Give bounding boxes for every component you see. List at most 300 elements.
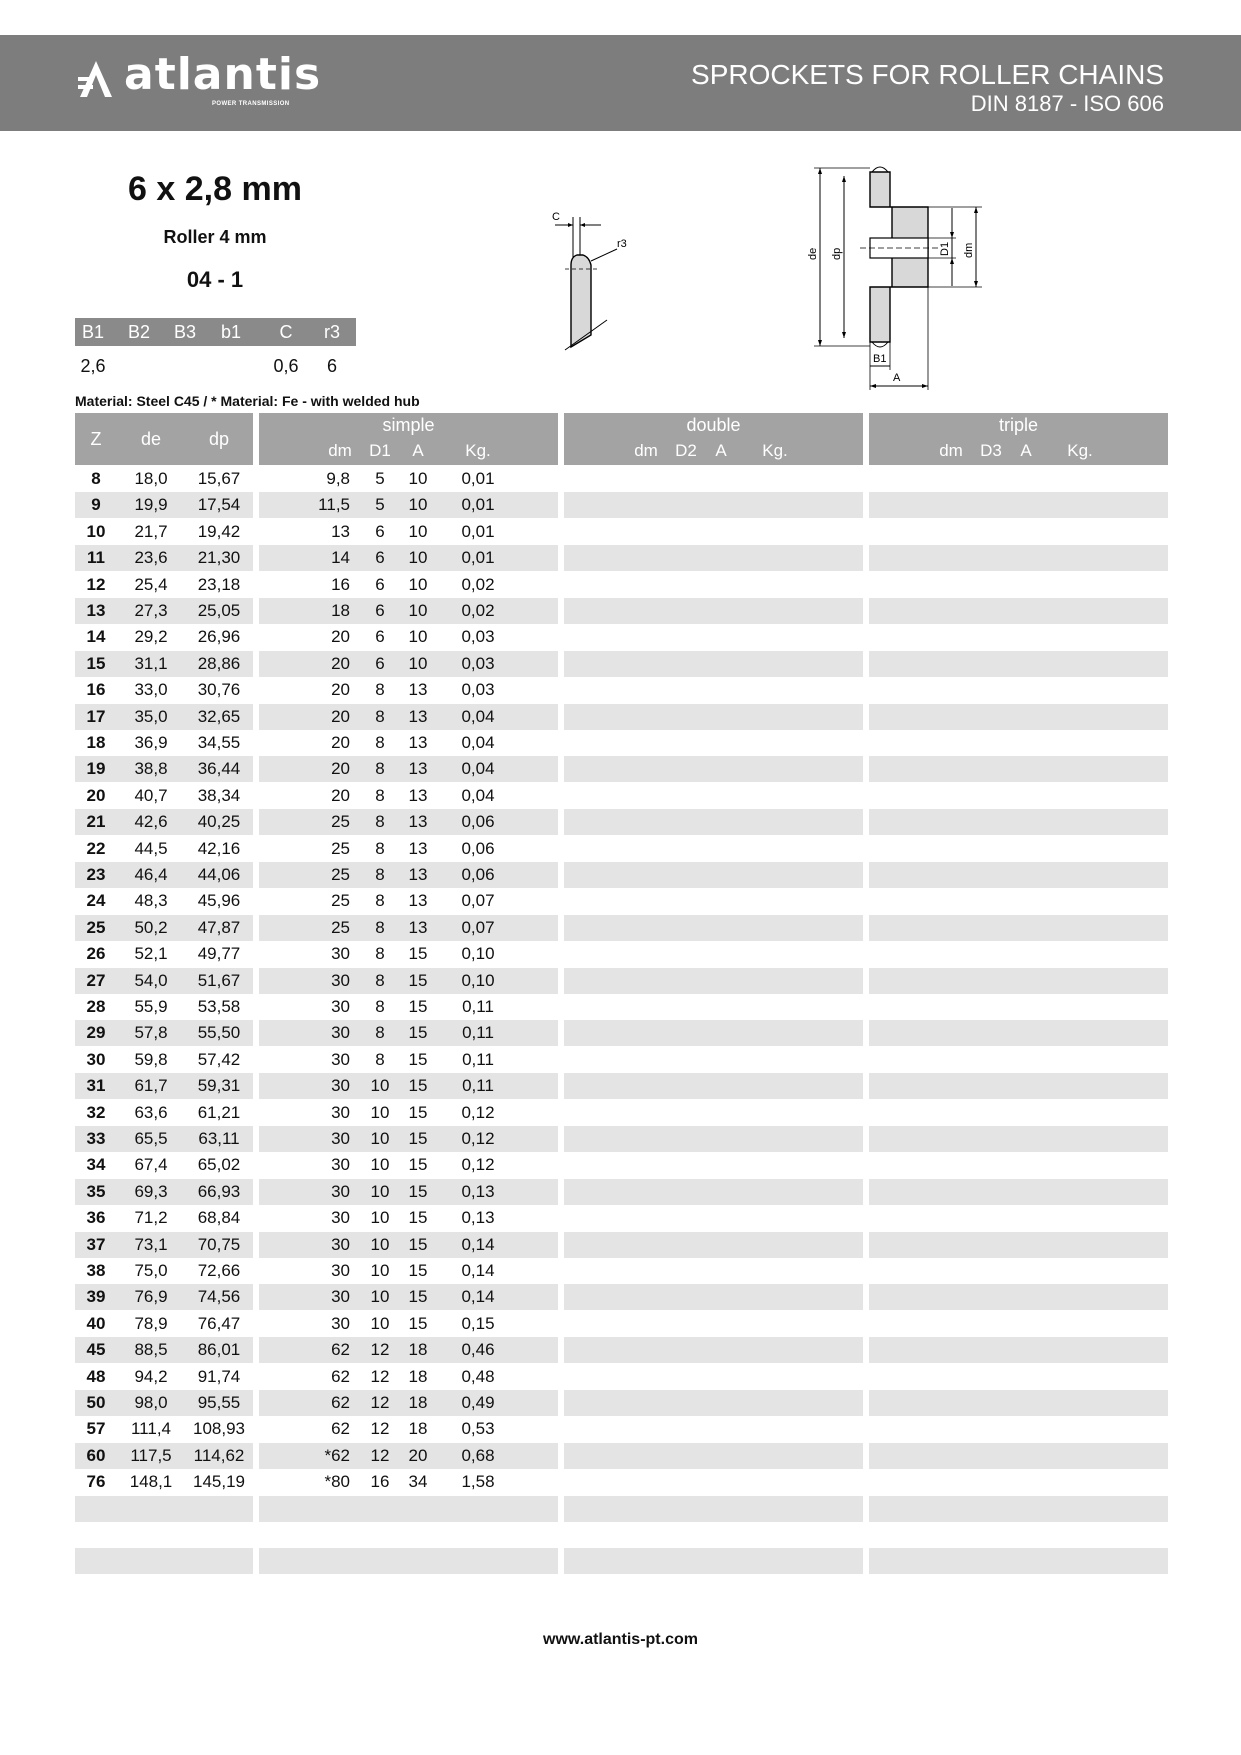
cell-a: 15	[408, 1261, 428, 1280]
cell-z: 36	[86, 1208, 106, 1228]
row-stripe	[564, 1443, 863, 1469]
cell-a: 10	[408, 574, 428, 594]
cell-kg: 0,07	[461, 891, 495, 911]
cell-a: 15	[408, 1129, 428, 1148]
table-row	[0, 1548, 1241, 1574]
cell-dp: 44,06	[197, 865, 241, 884]
cell-dp: 86,01	[197, 1340, 241, 1360]
cell-z: 37	[86, 1234, 106, 1254]
dims-header-c: C	[279, 322, 293, 342]
row-stripe	[869, 1390, 1168, 1416]
table-row	[0, 519, 1241, 545]
cell-dm: 30	[331, 1287, 350, 1307]
row-stripe	[564, 1073, 863, 1099]
cell-kg: 0,03	[461, 653, 495, 673]
table-row	[0, 1258, 1241, 1284]
cell-kg: 0,01	[461, 495, 495, 515]
cell-kg: 1,58	[461, 1472, 495, 1492]
cell-a: 10	[408, 653, 428, 673]
cell-z: 34	[86, 1155, 106, 1175]
cell-a: 13	[408, 891, 428, 911]
cell-z: 17	[86, 706, 106, 726]
table-row	[0, 1205, 1241, 1231]
col-header-triple-d3: D3	[980, 441, 1002, 460]
cell-dp: 21,30	[197, 548, 241, 568]
cell-dm: 25	[331, 812, 350, 832]
cell-de: 52,1	[134, 944, 168, 964]
col-header-simple-a: A	[412, 441, 424, 460]
cell-d1: 6	[375, 574, 385, 594]
row-stripe	[564, 1337, 863, 1363]
cell-dm: 20	[331, 680, 350, 700]
cell-a: 13	[408, 680, 428, 700]
cell-z: 22	[86, 838, 106, 858]
cell-a: 15	[408, 1208, 428, 1228]
col-header-simple-d1: D1	[369, 441, 391, 460]
cell-dm: 20	[331, 759, 350, 779]
cell-a: 15	[408, 1181, 428, 1201]
row-stripe	[564, 1232, 863, 1258]
cell-z: 14	[86, 627, 106, 647]
dims-header-r3: r3	[323, 322, 340, 342]
cell-de: 73,1	[134, 1234, 168, 1254]
cell-kg: 0,14	[461, 1261, 495, 1280]
table-row	[0, 1073, 1241, 1099]
cell-dp: 59,31	[197, 1076, 241, 1096]
cell-kg: 0,04	[461, 785, 495, 805]
cell-kg: 0,11	[462, 1049, 494, 1069]
cell-de: 54,0	[134, 970, 168, 990]
table-row	[0, 545, 1241, 571]
cell-z: 10	[86, 521, 106, 541]
table-header-z-de-dp	[75, 413, 253, 465]
table-row	[0, 1020, 1241, 1046]
cell-de: 33,0	[134, 680, 168, 700]
brand-tagline: POWER TRANSMISSION	[212, 101, 290, 107]
cell-a: 13	[408, 733, 428, 752]
row-stripe	[869, 968, 1168, 994]
cell-d1: 6	[375, 521, 385, 541]
table-row	[0, 677, 1241, 703]
cell-dp: 38,34	[197, 785, 241, 805]
row-stripe	[869, 1020, 1168, 1046]
chain-code: 04 - 1	[186, 267, 244, 292]
row-stripe	[869, 756, 1168, 782]
table-row	[0, 624, 1241, 650]
cell-z: 18	[86, 733, 106, 752]
row-stripe	[564, 492, 863, 518]
row-stripe	[869, 1496, 1168, 1522]
cell-de: 25,4	[134, 574, 168, 594]
cell-a: 15	[408, 1234, 428, 1254]
row-stripe	[75, 1548, 253, 1574]
row-stripe	[869, 704, 1168, 730]
cell-dm: 62	[331, 1419, 350, 1439]
cell-z: 19	[86, 759, 106, 779]
cell-d1: 16	[370, 1472, 390, 1492]
cell-dm: 30	[331, 997, 350, 1016]
row-stripe	[869, 915, 1168, 941]
cell-d1: 12	[370, 1340, 390, 1360]
row-stripe	[564, 651, 863, 677]
cell-kg: 0,13	[461, 1208, 495, 1228]
cell-de: 44,5	[134, 838, 168, 858]
cell-de: 57,8	[134, 1023, 168, 1043]
cell-dm: 62	[331, 1393, 350, 1412]
cell-a: 15	[408, 970, 428, 990]
cell-dp: 66,93	[197, 1181, 241, 1201]
cell-kg: 0,11	[462, 1076, 494, 1096]
cell-dm: *62	[324, 1445, 350, 1465]
cell-de: 27,3	[134, 601, 168, 620]
cell-dm: 30	[331, 1049, 350, 1069]
cell-a: 13	[408, 838, 428, 858]
dims-header-b2: B2	[127, 322, 151, 342]
cell-dm: 62	[331, 1366, 350, 1386]
cell-d1: 8	[375, 706, 385, 726]
cell-de: 40,7	[134, 785, 168, 805]
cell-dp: 15,67	[197, 469, 241, 488]
cell-dm: 30	[331, 1208, 350, 1228]
cell-dm: 30	[331, 944, 350, 964]
cell-a: 15	[408, 1287, 428, 1307]
cell-dp: 95,55	[197, 1393, 241, 1412]
cell-d1: 8	[375, 917, 385, 937]
cell-dm: 30	[331, 1076, 350, 1096]
row-stripe	[75, 1496, 253, 1522]
cell-dm: 20	[331, 627, 350, 647]
cell-dp: 23,18	[197, 574, 241, 594]
cell-dm: 11,5	[318, 495, 350, 515]
cell-dp: 45,96	[197, 891, 241, 911]
cell-d1: 5	[375, 469, 385, 488]
dims-header	[75, 318, 356, 346]
cell-kg: 0,11	[462, 1023, 494, 1043]
cell-d1: 5	[375, 495, 385, 515]
cell-d1: 10	[370, 1102, 390, 1122]
cell-kg: 0,49	[461, 1393, 495, 1412]
drawing-label-c: C	[552, 211, 560, 223]
page-title: SPROCKETS FOR ROLLER CHAINS	[691, 59, 1164, 90]
cell-de: 19,9	[134, 495, 168, 515]
drawing-label-d1: D1	[939, 241, 951, 256]
table-row	[0, 1469, 1241, 1495]
group-header-triple: triple	[998, 415, 1038, 435]
table-row	[0, 1152, 1241, 1178]
col-header-double-kg: Kg.	[762, 441, 788, 460]
cell-z: 38	[86, 1261, 106, 1280]
cell-dm: 25	[331, 838, 350, 858]
cell-z: 12	[86, 574, 106, 594]
cell-de: 35,0	[134, 706, 168, 726]
cell-d1: 6	[375, 601, 385, 620]
cell-kg: 0,01	[461, 521, 495, 541]
row-stripe	[564, 1284, 863, 1310]
cell-de: 75,0	[134, 1261, 168, 1280]
cell-dm: 30	[331, 1313, 350, 1333]
cell-d1: 10	[370, 1313, 390, 1333]
cell-de: 88,5	[134, 1340, 168, 1360]
cell-z: 15	[86, 653, 106, 673]
cell-z: 13	[86, 601, 106, 620]
cell-dp: 55,50	[197, 1023, 241, 1043]
cell-kg: 0,02	[461, 574, 495, 594]
cell-dp: 49,77	[197, 944, 241, 964]
row-stripe	[564, 1496, 863, 1522]
cell-dm: 30	[331, 1261, 350, 1280]
cell-de: 76,9	[134, 1287, 168, 1307]
cell-kg: 0,04	[461, 706, 495, 726]
row-stripe	[869, 651, 1168, 677]
cell-z: 39	[86, 1287, 106, 1307]
cell-a: 15	[408, 1049, 428, 1069]
row-stripe	[564, 968, 863, 994]
col-header-double-a: A	[715, 441, 727, 460]
cell-z: 48	[86, 1366, 106, 1386]
cell-dp: 53,58	[197, 997, 241, 1016]
roller-size: Roller 4 mm	[163, 227, 267, 247]
table-row	[0, 1179, 1241, 1205]
cell-a: 13	[408, 812, 428, 832]
row-stripe	[869, 862, 1168, 888]
table-row	[0, 783, 1241, 809]
cell-de: 55,9	[134, 997, 168, 1016]
cell-dp: 145,19	[193, 1472, 245, 1492]
cell-z: 8	[91, 469, 101, 488]
cell-dp: 72,66	[197, 1261, 241, 1280]
cell-z: 26	[86, 944, 106, 964]
cell-d1: 8	[375, 838, 385, 858]
group-header-simple: simple	[382, 415, 435, 435]
cell-a: 15	[408, 1155, 428, 1175]
row-stripe	[869, 809, 1168, 835]
cell-dm: 20	[331, 733, 350, 752]
cell-d1: 8	[375, 1023, 385, 1043]
cell-dm: 30	[331, 970, 350, 990]
row-stripe	[564, 809, 863, 835]
cell-de: 98,0	[134, 1393, 168, 1412]
cell-kg: 0,53	[461, 1419, 495, 1439]
product-size: 6 x 2,8 mm	[128, 170, 302, 208]
cell-kg: 0,14	[461, 1287, 495, 1307]
cell-a: 10	[408, 627, 428, 647]
row-stripe	[869, 1179, 1168, 1205]
cell-de: 61,7	[134, 1076, 168, 1096]
table-row	[0, 1100, 1241, 1126]
atlantis-logo-icon	[76, 59, 116, 99]
table-row	[0, 1126, 1241, 1152]
cell-a: 18	[408, 1393, 428, 1412]
cell-dp: 25,05	[197, 601, 241, 620]
cell-dp: 36,44	[197, 759, 241, 779]
row-stripe	[564, 1179, 863, 1205]
cell-d1: 8	[375, 865, 385, 884]
cell-de: 71,2	[134, 1208, 168, 1228]
cell-kg: 0,12	[461, 1155, 495, 1175]
col-header-triple-a: A	[1020, 441, 1032, 460]
table-header-double	[564, 413, 863, 465]
brand-name: atlantis	[124, 49, 322, 100]
cell-dm: 30	[331, 1181, 350, 1201]
material-note: Material: Steel C45 / * Material: Fe - with welded hub	[75, 393, 420, 409]
cell-dm: 25	[331, 865, 350, 884]
cell-de: 23,6	[134, 548, 168, 568]
cell-d1: 10	[370, 1208, 390, 1228]
page-subtitle: DIN 8187 - ISO 606	[970, 91, 1164, 116]
cell-a: 10	[408, 495, 428, 515]
cell-z: 31	[86, 1076, 106, 1096]
cell-d1: 10	[370, 1287, 390, 1307]
cell-de: 21,7	[134, 521, 168, 541]
cell-z: 20	[86, 785, 106, 805]
cell-dm: 16	[331, 574, 350, 594]
cell-dm: 30	[331, 1129, 350, 1148]
cell-z: 28	[86, 997, 106, 1016]
cell-dp: 40,25	[197, 812, 241, 832]
cell-kg: 0,06	[461, 812, 495, 832]
table-row	[0, 598, 1241, 624]
footer-website: www.atlantis-pt.com	[543, 1631, 698, 1648]
table-row	[0, 730, 1241, 756]
cell-a: 13	[408, 759, 428, 779]
cell-de: 50,2	[134, 917, 168, 937]
table-row	[0, 492, 1241, 518]
table-row	[0, 1232, 1241, 1258]
cell-dm: 13	[331, 521, 350, 541]
cell-d1: 12	[370, 1366, 390, 1386]
table-header-triple	[869, 413, 1168, 465]
cell-a: 13	[408, 706, 428, 726]
row-stripe	[564, 862, 863, 888]
col-header-simple-kg: Kg.	[465, 441, 491, 460]
table-row	[0, 1496, 1241, 1522]
cell-dp: 61,21	[197, 1102, 241, 1122]
cell-kg: 0,06	[461, 838, 495, 858]
cell-dp: 19,42	[197, 521, 241, 541]
cell-kg: 0,03	[461, 627, 495, 647]
drawing-label-de: de	[807, 247, 819, 260]
row-stripe	[869, 1232, 1168, 1258]
cell-dm: 62	[331, 1340, 350, 1360]
cell-z: 35	[86, 1181, 106, 1201]
cell-a: 18	[408, 1366, 428, 1386]
cell-d1: 6	[375, 627, 385, 647]
table-row	[0, 1443, 1241, 1469]
cell-de: 69,3	[134, 1181, 168, 1201]
cell-a: 10	[408, 601, 428, 620]
cell-a: 10	[408, 469, 428, 488]
row-stripe	[869, 1126, 1168, 1152]
row-stripe	[564, 756, 863, 782]
cell-d1: 8	[375, 733, 385, 752]
cell-z: 30	[86, 1049, 106, 1069]
cell-dp: 68,84	[197, 1208, 241, 1228]
table-row	[0, 836, 1241, 862]
cell-z: 16	[86, 680, 106, 700]
col-header-triple-dm: dm	[939, 441, 963, 460]
cell-dp: 51,67	[197, 970, 241, 990]
row-stripe	[564, 1126, 863, 1152]
cell-z: 21	[86, 812, 106, 832]
cell-de: 94,2	[134, 1366, 168, 1386]
row-stripe	[564, 545, 863, 571]
cell-d1: 10	[370, 1181, 390, 1201]
table-row	[0, 941, 1241, 967]
cell-kg: 0,14	[461, 1234, 495, 1254]
row-stripe	[564, 1390, 863, 1416]
row-stripe	[564, 704, 863, 730]
row-stripe	[564, 598, 863, 624]
cell-dp: 76,47	[197, 1313, 241, 1333]
col-header-simple-dm: dm	[328, 441, 352, 460]
dims-header-b3: B3	[173, 322, 197, 342]
dims-header-b1-small: b1	[220, 322, 242, 342]
table-row	[0, 466, 1241, 492]
cell-a: 15	[408, 1076, 428, 1096]
drawing-label-r3: r3	[617, 238, 627, 250]
table-row	[0, 651, 1241, 677]
drawing-label-dm: dm	[963, 242, 975, 258]
cell-kg: 0,06	[461, 865, 495, 884]
row-stripe	[869, 1443, 1168, 1469]
cell-de: 59,8	[134, 1049, 168, 1069]
cell-a: 10	[408, 548, 428, 568]
cell-kg: 0,68	[461, 1445, 495, 1465]
cell-d1: 8	[375, 944, 385, 964]
cell-de: 46,4	[134, 865, 168, 884]
dims-value-b1: 2,6	[80, 356, 106, 376]
row-stripe	[869, 1073, 1168, 1099]
cell-kg: 0,01	[461, 469, 495, 488]
table-row	[0, 756, 1241, 782]
table-row	[0, 1390, 1241, 1416]
table-row	[0, 994, 1241, 1020]
cell-dm: 14	[331, 548, 350, 568]
table-row	[0, 1337, 1241, 1363]
col-header-dp: dp	[208, 429, 230, 449]
cell-a: 15	[408, 944, 428, 964]
cell-kg: 0,15	[461, 1313, 495, 1333]
cell-a: 10	[408, 521, 428, 541]
cell-a: 18	[408, 1340, 428, 1360]
cell-dm: *80	[324, 1472, 350, 1492]
cell-dp: 17,54	[197, 495, 241, 515]
col-header-double-dm: dm	[634, 441, 658, 460]
cell-kg: 0,04	[461, 759, 495, 779]
table-row	[0, 572, 1241, 598]
cell-kg: 0,11	[462, 997, 494, 1016]
cell-z: 32	[86, 1102, 106, 1122]
cell-d1: 8	[375, 891, 385, 911]
cell-dm: 30	[331, 1234, 350, 1254]
cell-de: 48,3	[134, 891, 168, 911]
cell-z: 25	[86, 917, 106, 937]
row-stripe	[869, 1284, 1168, 1310]
cell-dm: 18	[331, 601, 350, 620]
cell-de: 65,5	[134, 1129, 168, 1148]
table-row	[0, 1416, 1241, 1442]
table-row	[0, 888, 1241, 914]
cell-z: 29	[86, 1023, 106, 1043]
group-header-double: double	[686, 415, 741, 435]
cell-d1: 12	[370, 1445, 390, 1465]
cell-kg: 0,02	[461, 601, 495, 620]
table-row	[0, 1311, 1241, 1337]
cell-d1: 8	[375, 759, 385, 779]
table-row	[0, 968, 1241, 994]
cell-a: 15	[408, 1313, 428, 1333]
table-row	[0, 1522, 1241, 1548]
